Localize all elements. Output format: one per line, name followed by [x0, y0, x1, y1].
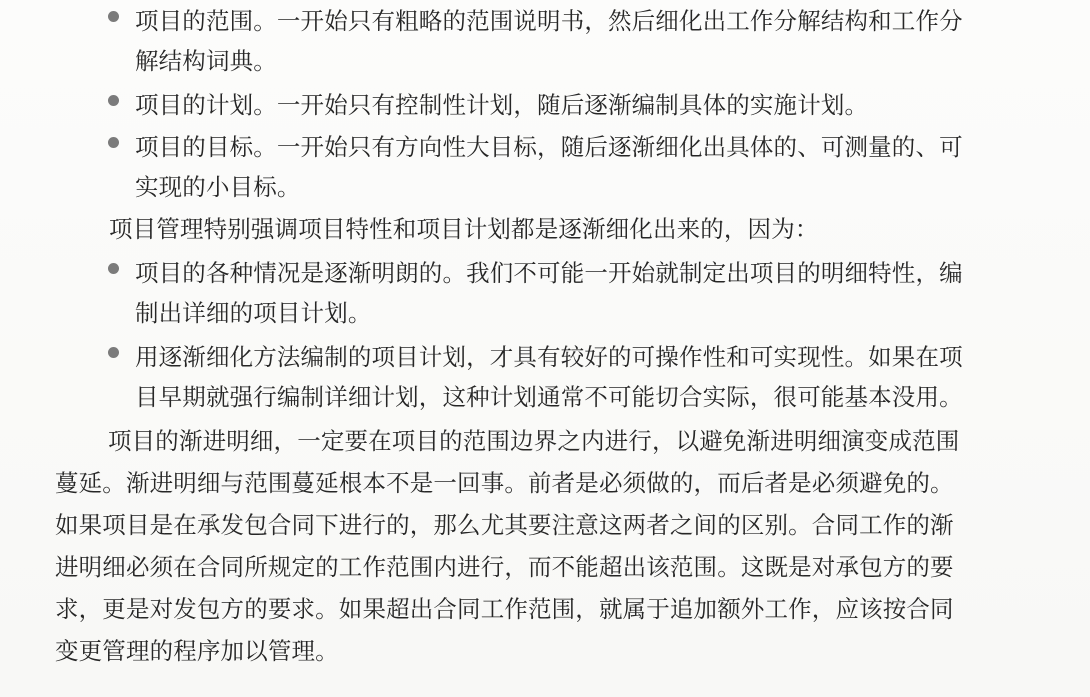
bullet-dot-icon — [108, 95, 119, 106]
bullet-dot-icon — [108, 347, 119, 358]
list-item-line: 目早期就强行编制详细计划，这种计划通常不可能切合实际，很可能基本没用。 — [135, 383, 963, 411]
list-item-line: 项目的目标。一开始只有方向性大目标，随后逐渐细化出具体的、可测量的、可 — [135, 133, 963, 161]
list-item-line: 制出详细的项目计划。 — [135, 299, 372, 327]
paragraph-line: 蔓延。渐进明细与范围蔓延根本不是一回事。前者是必须做的，而后者是必须避免的。 — [55, 469, 954, 497]
bullet-dot-icon — [108, 137, 119, 148]
list-item-line: 实现的小目标。 — [135, 173, 301, 201]
paragraph-line: 进明细必须在合同所规定的工作范围内进行，而不能超出该范围。这既是对承包方的要 — [55, 553, 954, 581]
list-item-line: 用逐渐细化方法编制的项目计划，才具有较好的可操作性和可实现性。如果在项 — [135, 343, 963, 371]
list-item-line: 解结构词典。 — [135, 47, 277, 75]
intro-sentence: 项目管理特别强调项目特性和项目计划都是逐渐细化出来的，因为： — [109, 215, 819, 243]
paragraph-line: 如果项目是在承发包合同下进行的，那么尤其要注意这两者之间的区别。合同工作的渐 — [55, 511, 954, 539]
list-item-line: 项目的各种情况是逐渐明朗的。我们不可能一开始就制定出项目的明细特性，编 — [135, 259, 963, 287]
list-item-line: 项目的范围。一开始只有粗略的范围说明书，然后细化出工作分解结构和工作分 — [135, 7, 963, 35]
paragraph-line: 项目的渐进明细，一定要在项目的范围边界之内进行，以避免渐进明细演变成范围 — [108, 427, 960, 455]
list-item-line: 项目的计划。一开始只有控制性计划，随后逐渐编制具体的实施计划。 — [135, 91, 869, 119]
paragraph-line: 变更管理的程序加以管理。 — [55, 637, 339, 665]
bullet-dot-icon — [108, 263, 119, 274]
paragraph-line: 求，更是对发包方的要求。如果超出合同工作范围，就属于追加额外工作，应该按合同 — [55, 595, 954, 623]
bullet-dot-icon — [108, 11, 119, 22]
